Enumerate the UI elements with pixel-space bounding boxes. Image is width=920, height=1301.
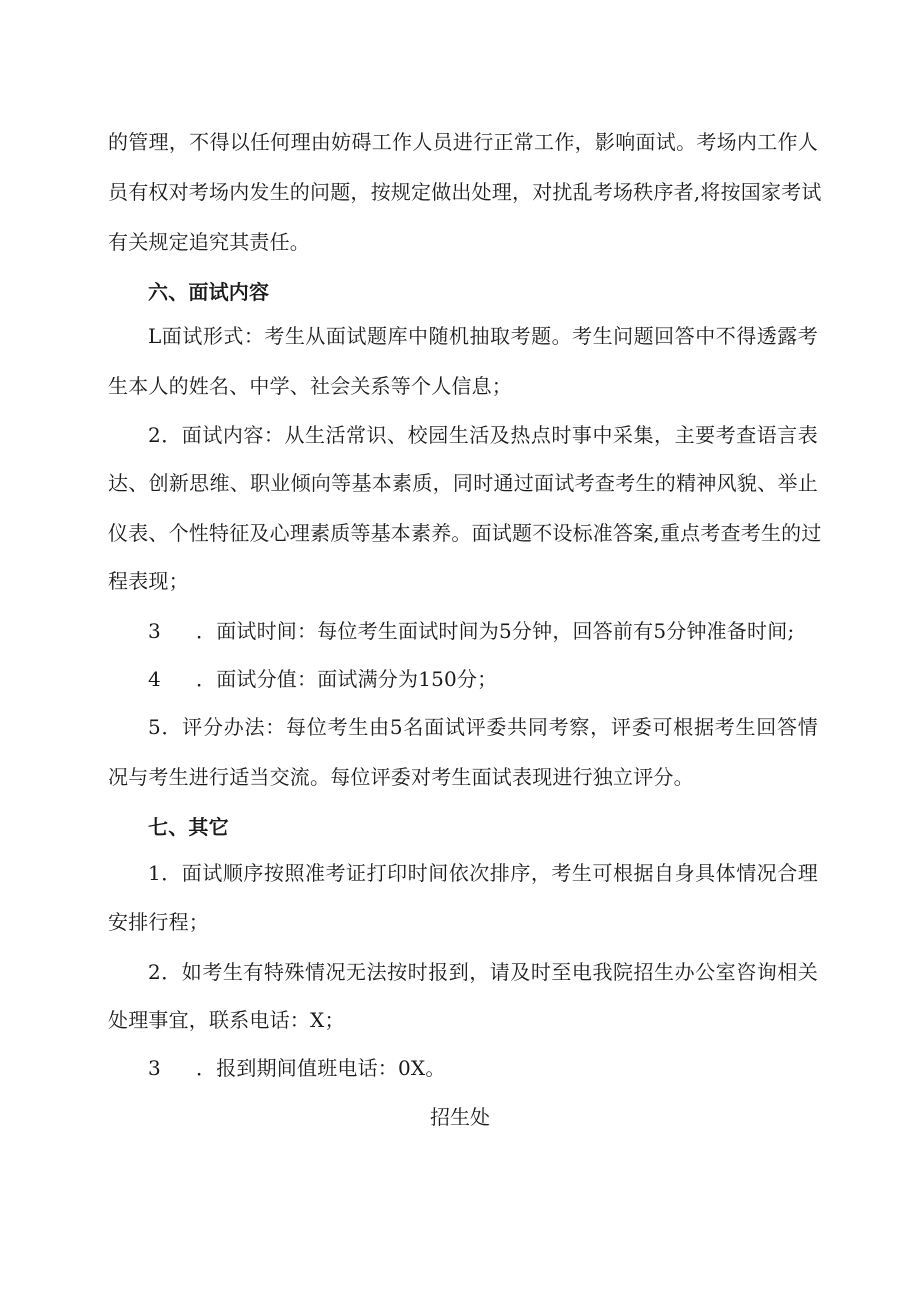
s7-item2-line-1: 2．如考生有特殊情况无法按时报到，请及时至电我院招生办公室咨询相关 [148,960,818,984]
signature: 招生处 [430,1105,490,1129]
intro-line-1: 的管理，不得以任何理由妨碍工作人员进行正常工作，影响面试。考场内工作人 [108,130,818,154]
s6-item4 [148,664,858,694]
section-7-heading: 七、其它 [148,815,229,839]
s6-item2-line-3: 仪表、个性特征及心理素质等基本素养。面试题不设标准答案,重点考查考生的过 [108,521,822,545]
s7-item3 [148,1053,858,1083]
s7-item1-line-2: 安排行程； [108,910,209,934]
s6-item1-line-2: 生本人的姓名、中学、社会关系等个人信息； [108,374,512,398]
s7-item1-line-1: 1．面试顺序按照准考证打印时间依次排序，考生可根据自身具体情况合理 [148,861,818,885]
s6-item4-number: 4 [148,667,161,691]
s6-item2-line-1: 2．面试内容：从生活常识、校园生活及热点时事中采集，主要考查语言表 [148,423,818,447]
s6-item4-text: ．面试分值：面试满分为150分； [196,667,498,691]
s6-item2-line-2: 达、创新思维、职业倾向等基本素质，同时通过面试考查考生的精神风貌、举止 [108,471,818,495]
section-6-heading: 六、面试内容 [148,280,270,304]
s6-item5-line-2: 况与考生进行适当交流。每位评委对考生面试表现进行独立评分。 [108,765,694,789]
s7-item2-line-2: 处理事宜，联系电话：X； [108,1008,345,1032]
s6-item3-text: ．面试时间：每位考生面试时间为5分钟，回答前有5分钟准备时间; [196,619,795,643]
s7-item3-number: 3 [148,1056,161,1080]
s7-item3-text: ．报到期间值班电话：0X。 [196,1056,446,1080]
s6-item1-line-1: L面试形式：考生从面试题库中随机抽取考题。考生问题回答中不得透露考 [148,324,818,348]
intro-line-3: 有关规定追究其责任。 [108,230,310,254]
s6-item3 [148,616,858,646]
s6-item3-number: 3 [148,619,161,643]
intro-line-2: 员有权对考场内发生的问题，按规定做出处理，对扰乱考场秩序者,将按国家考试 [108,180,822,204]
s6-item5-line-1: 5．评分办法：每位考生由5名面试评委共同考察，评委可根据考生回答情 [148,715,818,739]
s6-item2-line-4: 程表现； [108,569,189,593]
